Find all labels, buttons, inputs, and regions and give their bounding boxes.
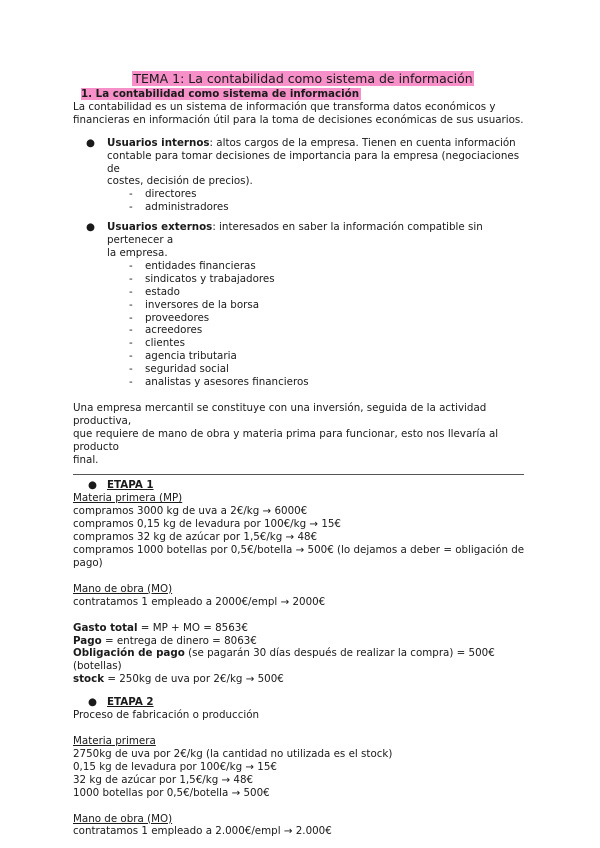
bullet-icon: ● [86,136,95,149]
usuarios-internos: ● Usuarios internos: altos cargos de la empresa. Tienen en cuenta información contable para tomar decisiones de importancia para la empresa (negociaciones de costes, decisión de precios). [86,136,520,188]
section-heading: 1. La contabilidad como sistema de información [81,88,360,100]
mp-line: compramos 32 kg de azúcar por 1,5€/kg → 48€ [73,531,318,544]
divider [73,474,524,475]
etapa-2-heading: ● ETAPA 2 [88,696,154,709]
empresa-line: Una empresa mercantil se constituye con una inversión, seguida de la actividad productiva, [73,401,487,427]
bullet-icon: ● [88,696,97,709]
list-item: - inversores de la borsa [129,298,260,311]
mp-line: 32 kg de azúcar por 1,5€/kg → 48€ [73,773,254,786]
stock: stock = 250kg de uva por 2€/kg → 500€ [73,673,284,686]
intro-line: financieras en información útil para la toma de decisiones económicas de sus usuarios. [73,113,524,126]
etapa-2-subtitle: Proceso de fabricación o producción [73,709,260,722]
list-item: - agencia tributaria [129,350,237,363]
list-item: - estado [129,285,180,298]
empresa-line: final. [73,453,99,466]
list-item: - acreedores [129,324,203,337]
mp-line: compramos 1000 botellas por 0,5€/botella → 500€ (lo dejamos a deber = obligación de [73,544,525,556]
list-item: - administradores [129,201,229,214]
mo-line: contratamos 1 empleado a 2.000€/empl → 2.000€ [73,825,332,838]
list-item: - entidades financieras [129,259,256,272]
pago: Pago = entrega de dinero = 8063€ [73,634,257,647]
gasto-total: Gasto total = MP + MO = 8563€ [73,621,248,634]
mp-heading: Materia primera (MP) [73,492,183,505]
etapa-1-heading: ● ETAPA 1 [88,479,154,492]
obligacion-pago: Obligación de pago (se pagarán 30 días después de realizar la compra) = 500€ (botellas) [73,647,495,673]
list-item: - clientes [129,337,185,350]
usuarios-externos: ● Usuarios externos: interesados en saber la información compatible sin pertenecer a la empresa. [86,221,483,259]
mo-heading: Mano de obra (MO) [73,582,173,595]
mp-line: 1000 botellas por 0,5€/botella → 500€ [73,786,270,799]
list-item: - directores [129,188,197,201]
intro-line: La contabilidad es un sistema de información que transforma datos económicos y [73,100,496,113]
mp-line: compramos 3000 kg de uva a 2€/kg → 6000€ [73,505,308,518]
list-item: - proveedores [129,311,210,324]
list-item: - seguridad social [129,363,229,376]
empresa-line: que requiere de mano de obra y materia prima para funcionar, esto nos llevaría al producto [73,427,499,453]
mo-line: contratamos 1 empleado a 2000€/empl → 2000€ [73,595,326,608]
bullet-icon: ● [88,479,97,492]
bullet-icon: ● [86,221,95,234]
mp-line: compramos 0,15 kg de levadura por 100€/kg → 15€ [73,518,341,531]
mp-line: 2750kg de uva por 2€/kg (la cantidad no utilizada es el stock) [73,747,393,760]
mo-heading: Mano de obra (MO) [73,812,173,825]
list-item: - analistas y asesores financieros [129,376,309,389]
document-page [73,71,533,838]
list-item: - sindicatos y trabajadores [129,272,275,285]
mp-heading: Materia primera [73,734,156,747]
mp-line: 0,15 kg de levadura por 100€/kg → 15€ [73,760,277,773]
mp-line: pago) [73,556,103,569]
page-title: TEMA 1: La contabilidad como sistema de información [133,71,473,86]
